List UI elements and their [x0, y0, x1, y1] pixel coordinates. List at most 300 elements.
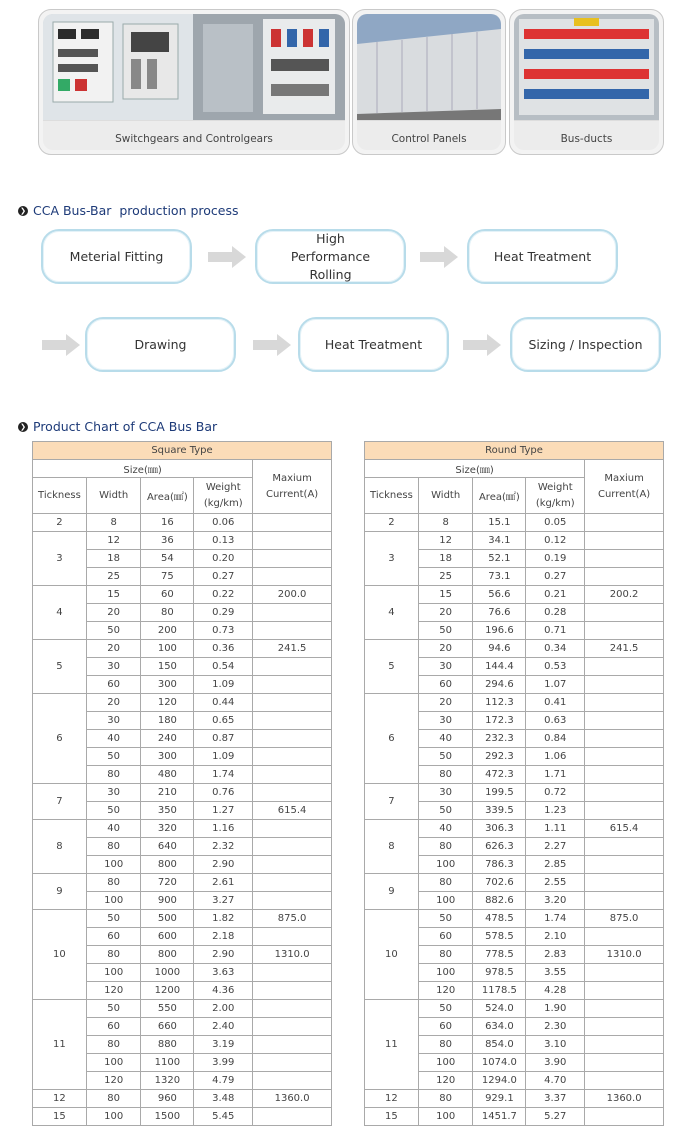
- area-cell: 882.6: [473, 892, 526, 910]
- weight-cell: 3.10: [526, 1036, 585, 1054]
- area-cell: 1320: [141, 1072, 194, 1090]
- width-cell: 50: [86, 748, 141, 766]
- current-cell: [253, 676, 332, 694]
- process-step: Meterial Fitting: [41, 229, 192, 284]
- width-cell: 80: [86, 766, 141, 784]
- area-cell: 660: [141, 1018, 194, 1036]
- process-step: Heat Treatment: [467, 229, 618, 284]
- bullet-icon: ❯: [18, 206, 28, 216]
- current-cell: [253, 1108, 332, 1126]
- weight-cell: 0.06: [194, 514, 253, 532]
- current-cell: 875.0: [253, 910, 332, 928]
- gallery-card-bus-ducts[interactable]: [509, 9, 664, 155]
- width-cell: 18: [418, 550, 473, 568]
- thickness-cell: 11: [33, 1000, 87, 1090]
- width-cell: 40: [86, 730, 141, 748]
- table-row: [33, 1000, 332, 1018]
- weight-cell: 3.48: [194, 1090, 253, 1108]
- table-row: [33, 514, 332, 532]
- table-row: [33, 784, 332, 802]
- width-cell: 50: [86, 1000, 141, 1018]
- current-cell: [585, 874, 664, 892]
- area-cell: 196.6: [473, 622, 526, 640]
- area-cell: 144.4: [473, 658, 526, 676]
- weight-cell: 2.83: [526, 946, 585, 964]
- thickness-cell: 6: [33, 694, 87, 784]
- weight-cell: 2.27: [526, 838, 585, 856]
- size-header: Size(㎜): [365, 460, 585, 478]
- area-cell: 960: [141, 1090, 194, 1108]
- table-row: [365, 586, 664, 604]
- table-row: [33, 1108, 332, 1126]
- width-cell: 20: [418, 640, 473, 658]
- area-cell: 1200: [141, 982, 194, 1000]
- area-cell: 634.0: [473, 1018, 526, 1036]
- weight-cell: 3.20: [526, 892, 585, 910]
- thickness-cell: 10: [33, 910, 87, 1000]
- weight-cell: 2.18: [194, 928, 253, 946]
- table-row: [365, 1000, 664, 1018]
- width-cell: 80: [418, 838, 473, 856]
- current-cell: 241.5: [253, 640, 332, 658]
- width-header: Width: [418, 478, 473, 514]
- thickness-cell: 2: [365, 514, 419, 532]
- table-row: [365, 1108, 664, 1126]
- current-cell: [253, 550, 332, 568]
- area-cell: 180: [141, 712, 194, 730]
- weight-cell: 0.12: [526, 532, 585, 550]
- current-cell: [253, 568, 332, 586]
- area-cell: 626.3: [473, 838, 526, 856]
- table-title-row: [365, 442, 664, 460]
- width-cell: 50: [418, 802, 473, 820]
- current-cell: [253, 1072, 332, 1090]
- weight-cell: 4.70: [526, 1072, 585, 1090]
- header-row: [33, 460, 332, 478]
- current-cell: [585, 568, 664, 586]
- thickness-cell: 7: [33, 784, 87, 820]
- current-cell: 1360.0: [253, 1090, 332, 1108]
- process-step: Drawing: [85, 317, 236, 372]
- area-cell: 16: [141, 514, 194, 532]
- current-cell: [585, 712, 664, 730]
- area-cell: 550: [141, 1000, 194, 1018]
- area-cell: 240: [141, 730, 194, 748]
- weight-cell: 2.85: [526, 856, 585, 874]
- width-cell: 50: [86, 622, 141, 640]
- weight-cell: 2.61: [194, 874, 253, 892]
- current-cell: [253, 514, 332, 532]
- area-cell: 73.1: [473, 568, 526, 586]
- table-row: [33, 640, 332, 658]
- width-cell: 80: [86, 874, 141, 892]
- weight-cell: 0.28: [526, 604, 585, 622]
- weight-cell: 0.05: [526, 514, 585, 532]
- thickness-cell: 8: [33, 820, 87, 874]
- current-cell: [253, 928, 332, 946]
- current-cell: [253, 1036, 332, 1054]
- current-cell: [585, 730, 664, 748]
- area-cell: 786.3: [473, 856, 526, 874]
- area-cell: 500: [141, 910, 194, 928]
- gallery-caption: Control Panels: [357, 120, 501, 150]
- current-cell: 200.0: [253, 586, 332, 604]
- area-cell: 300: [141, 676, 194, 694]
- table-row: [365, 694, 664, 712]
- current-cell: [585, 892, 664, 910]
- width-cell: 15: [418, 586, 473, 604]
- current-cell: [585, 928, 664, 946]
- arrow-right-icon: [420, 246, 458, 268]
- weight-cell: 1.16: [194, 820, 253, 838]
- current-cell: [585, 532, 664, 550]
- width-cell: 100: [86, 1108, 141, 1126]
- current-cell: [253, 1018, 332, 1036]
- weight-cell: 1.09: [194, 676, 253, 694]
- weight-cell: 0.19: [526, 550, 585, 568]
- weight-cell: 0.22: [194, 586, 253, 604]
- area-cell: 978.5: [473, 964, 526, 982]
- weight-cell: 3.90: [526, 1054, 585, 1072]
- weight-cell: 2.90: [194, 946, 253, 964]
- table-row: [365, 1090, 664, 1108]
- current-cell: [585, 784, 664, 802]
- area-cell: 36: [141, 532, 194, 550]
- width-cell: 60: [418, 928, 473, 946]
- current-cell: [253, 604, 332, 622]
- arrow-right-icon: [253, 334, 291, 356]
- table-row: [365, 784, 664, 802]
- round-type-table: [364, 441, 664, 1126]
- area-cell: 1100: [141, 1054, 194, 1072]
- weight-cell: 1.06: [526, 748, 585, 766]
- weight-cell: 1.74: [194, 766, 253, 784]
- thickness-cell: 9: [33, 874, 87, 910]
- width-cell: 80: [86, 1036, 141, 1054]
- weight-cell: 4.36: [194, 982, 253, 1000]
- current-cell: 241.5: [585, 640, 664, 658]
- current-cell: 1310.0: [585, 946, 664, 964]
- width-cell: 40: [418, 820, 473, 838]
- weight-cell: 0.34: [526, 640, 585, 658]
- width-cell: 120: [86, 982, 141, 1000]
- area-cell: 80: [141, 604, 194, 622]
- weight-cell: 5.45: [194, 1108, 253, 1126]
- weight-cell: 1.09: [194, 748, 253, 766]
- current-header: Maxium Current(A): [585, 460, 664, 514]
- thickness-cell: 10: [365, 910, 419, 1000]
- area-cell: 56.6: [473, 586, 526, 604]
- current-cell: [253, 856, 332, 874]
- width-cell: 20: [86, 604, 141, 622]
- area-cell: 339.5: [473, 802, 526, 820]
- width-cell: 20: [418, 694, 473, 712]
- thickness-cell: 12: [365, 1090, 419, 1108]
- thickness-cell: 3: [33, 532, 87, 586]
- area-cell: 292.3: [473, 748, 526, 766]
- current-cell: [585, 676, 664, 694]
- current-cell: [253, 1054, 332, 1072]
- area-header: Area(㎟): [473, 478, 526, 514]
- width-cell: 25: [86, 568, 141, 586]
- thickness-cell: 9: [365, 874, 419, 910]
- weight-cell: 2.10: [526, 928, 585, 946]
- width-cell: 18: [86, 550, 141, 568]
- thickness-cell: 11: [365, 1000, 419, 1090]
- area-cell: 854.0: [473, 1036, 526, 1054]
- table-row: [33, 874, 332, 892]
- area-cell: 94.6: [473, 640, 526, 658]
- area-cell: 1500: [141, 1108, 194, 1126]
- width-cell: 100: [86, 964, 141, 982]
- area-cell: 900: [141, 892, 194, 910]
- area-cell: 172.3: [473, 712, 526, 730]
- width-cell: 40: [418, 730, 473, 748]
- table-row: [365, 874, 664, 892]
- thickness-cell: 6: [365, 694, 419, 784]
- thickness-cell: 12: [33, 1090, 87, 1108]
- width-cell: 100: [418, 1054, 473, 1072]
- current-cell: [585, 622, 664, 640]
- weight-cell: 4.28: [526, 982, 585, 1000]
- width-cell: 12: [418, 532, 473, 550]
- width-cell: 60: [86, 928, 141, 946]
- weight-cell: 0.36: [194, 640, 253, 658]
- area-cell: 200: [141, 622, 194, 640]
- table-row: [365, 910, 664, 928]
- area-cell: 1178.5: [473, 982, 526, 1000]
- weight-cell: 0.29: [194, 604, 253, 622]
- current-cell: 875.0: [585, 910, 664, 928]
- table-row: [33, 910, 332, 928]
- current-cell: [253, 730, 332, 748]
- process-title-text: CCA Bus-Bar production process: [33, 203, 239, 218]
- width-cell: 80: [86, 838, 141, 856]
- weight-cell: 0.76: [194, 784, 253, 802]
- current-cell: [253, 982, 332, 1000]
- table-row: [365, 820, 664, 838]
- width-cell: 120: [86, 1072, 141, 1090]
- thickness-header: Tickness: [33, 478, 87, 514]
- width-cell: 100: [86, 856, 141, 874]
- current-cell: [585, 982, 664, 1000]
- weight-cell: 1.07: [526, 676, 585, 694]
- weight-cell: 3.63: [194, 964, 253, 982]
- current-cell: 1310.0: [253, 946, 332, 964]
- weight-cell: 1.74: [526, 910, 585, 928]
- table-row: [33, 532, 332, 550]
- arrow-right-icon: [42, 334, 80, 356]
- width-cell: 20: [418, 604, 473, 622]
- weight-cell: 0.71: [526, 622, 585, 640]
- current-cell: [585, 802, 664, 820]
- weight-cell: 0.27: [194, 568, 253, 586]
- table-row: [33, 694, 332, 712]
- current-cell: [585, 1000, 664, 1018]
- weight-cell: 0.27: [526, 568, 585, 586]
- width-cell: 60: [418, 1018, 473, 1036]
- width-cell: 100: [418, 964, 473, 982]
- process-step: Sizing / Inspection: [510, 317, 661, 372]
- weight-cell: 2.30: [526, 1018, 585, 1036]
- width-cell: 50: [418, 1000, 473, 1018]
- thickness-header: Tickness: [365, 478, 419, 514]
- area-cell: 232.3: [473, 730, 526, 748]
- thickness-cell: 2: [33, 514, 87, 532]
- area-cell: 350: [141, 802, 194, 820]
- size-header: Size(㎜): [33, 460, 253, 478]
- weight-cell: 3.19: [194, 1036, 253, 1054]
- weight-cell: 3.37: [526, 1090, 585, 1108]
- gallery-card-switchgears[interactable]: [38, 9, 350, 155]
- weight-cell: 0.72: [526, 784, 585, 802]
- width-cell: 80: [418, 1036, 473, 1054]
- current-cell: [585, 1054, 664, 1072]
- width-cell: 20: [86, 640, 141, 658]
- table-title: Square Type: [33, 442, 332, 460]
- current-cell: [253, 892, 332, 910]
- current-cell: 615.4: [253, 802, 332, 820]
- current-cell: [253, 838, 332, 856]
- thickness-cell: 4: [365, 586, 419, 640]
- width-cell: 25: [418, 568, 473, 586]
- weight-cell: 2.00: [194, 1000, 253, 1018]
- area-cell: 720: [141, 874, 194, 892]
- area-cell: 1294.0: [473, 1072, 526, 1090]
- area-cell: 210: [141, 784, 194, 802]
- width-cell: 50: [418, 622, 473, 640]
- thickness-cell: 8: [365, 820, 419, 874]
- width-cell: 15: [86, 586, 141, 604]
- area-cell: 800: [141, 856, 194, 874]
- gallery-card-control-panels[interactable]: [352, 9, 506, 155]
- width-cell: 50: [86, 802, 141, 820]
- area-cell: 472.3: [473, 766, 526, 784]
- weight-cell: 3.27: [194, 892, 253, 910]
- area-cell: 778.5: [473, 946, 526, 964]
- width-cell: 60: [418, 676, 473, 694]
- current-cell: [253, 748, 332, 766]
- area-cell: 76.6: [473, 604, 526, 622]
- weight-cell: 1.23: [526, 802, 585, 820]
- area-cell: 54: [141, 550, 194, 568]
- area-cell: 320: [141, 820, 194, 838]
- area-cell: 150: [141, 658, 194, 676]
- area-cell: 480: [141, 766, 194, 784]
- weight-cell: 1.82: [194, 910, 253, 928]
- width-cell: 30: [418, 784, 473, 802]
- thickness-cell: 15: [365, 1108, 419, 1126]
- current-cell: [253, 712, 332, 730]
- bullet-icon: ❯: [18, 422, 28, 432]
- weight-cell: 0.44: [194, 694, 253, 712]
- current-cell: [585, 748, 664, 766]
- weight-cell: 0.54: [194, 658, 253, 676]
- area-cell: 600: [141, 928, 194, 946]
- weight-cell: 0.87: [194, 730, 253, 748]
- current-cell: 1360.0: [585, 1090, 664, 1108]
- header-row: [365, 460, 664, 478]
- process-step: Heat Treatment: [298, 317, 449, 372]
- current-cell: [585, 1072, 664, 1090]
- width-cell: 30: [418, 658, 473, 676]
- area-cell: 100: [141, 640, 194, 658]
- current-cell: 200.2: [585, 586, 664, 604]
- thickness-cell: 5: [33, 640, 87, 694]
- width-cell: 30: [418, 712, 473, 730]
- weight-cell: 5.27: [526, 1108, 585, 1126]
- area-cell: 52.1: [473, 550, 526, 568]
- width-cell: 12: [86, 532, 141, 550]
- area-cell: 929.1: [473, 1090, 526, 1108]
- current-cell: [585, 514, 664, 532]
- current-cell: [585, 766, 664, 784]
- width-cell: 100: [418, 856, 473, 874]
- weight-cell: 0.53: [526, 658, 585, 676]
- current-header: Maxium Current(A): [253, 460, 332, 514]
- area-cell: 702.6: [473, 874, 526, 892]
- area-cell: 120: [141, 694, 194, 712]
- weight-header: Weight (kg/km): [526, 478, 585, 514]
- area-cell: 75: [141, 568, 194, 586]
- thickness-cell: 4: [33, 586, 87, 640]
- weight-cell: 1.27: [194, 802, 253, 820]
- area-cell: 112.3: [473, 694, 526, 712]
- current-cell: [585, 1018, 664, 1036]
- arrow-right-icon: [208, 246, 246, 268]
- thickness-cell: 15: [33, 1108, 87, 1126]
- current-cell: [253, 964, 332, 982]
- area-cell: 578.5: [473, 928, 526, 946]
- thickness-cell: 5: [365, 640, 419, 694]
- weight-cell: 0.63: [526, 712, 585, 730]
- area-cell: 880: [141, 1036, 194, 1054]
- width-cell: 30: [86, 712, 141, 730]
- current-cell: [585, 694, 664, 712]
- width-cell: 20: [86, 694, 141, 712]
- width-cell: 50: [418, 910, 473, 928]
- weight-cell: 1.11: [526, 820, 585, 838]
- current-cell: [253, 532, 332, 550]
- product-chart-title-text: Product Chart of CCA Bus Bar: [33, 419, 218, 434]
- square-type-table: [32, 441, 332, 1126]
- bus-ducts-photo: [514, 14, 659, 120]
- current-cell: [585, 964, 664, 982]
- area-cell: 800: [141, 946, 194, 964]
- weight-cell: 2.90: [194, 856, 253, 874]
- weight-cell: 0.84: [526, 730, 585, 748]
- width-cell: 120: [418, 982, 473, 1000]
- area-cell: 34.1: [473, 532, 526, 550]
- weight-cell: 4.79: [194, 1072, 253, 1090]
- weight-header: Weight (kg/km): [194, 478, 253, 514]
- weight-cell: 0.65: [194, 712, 253, 730]
- current-cell: [585, 658, 664, 676]
- current-cell: [253, 658, 332, 676]
- area-cell: 306.3: [473, 820, 526, 838]
- width-cell: 50: [418, 748, 473, 766]
- current-cell: [253, 820, 332, 838]
- width-cell: 80: [418, 946, 473, 964]
- current-cell: [253, 622, 332, 640]
- width-cell: 100: [418, 892, 473, 910]
- weight-cell: 3.55: [526, 964, 585, 982]
- current-cell: [253, 1000, 332, 1018]
- table-row: [365, 640, 664, 658]
- width-cell: 30: [86, 784, 141, 802]
- width-cell: 60: [86, 676, 141, 694]
- width-cell: 80: [418, 766, 473, 784]
